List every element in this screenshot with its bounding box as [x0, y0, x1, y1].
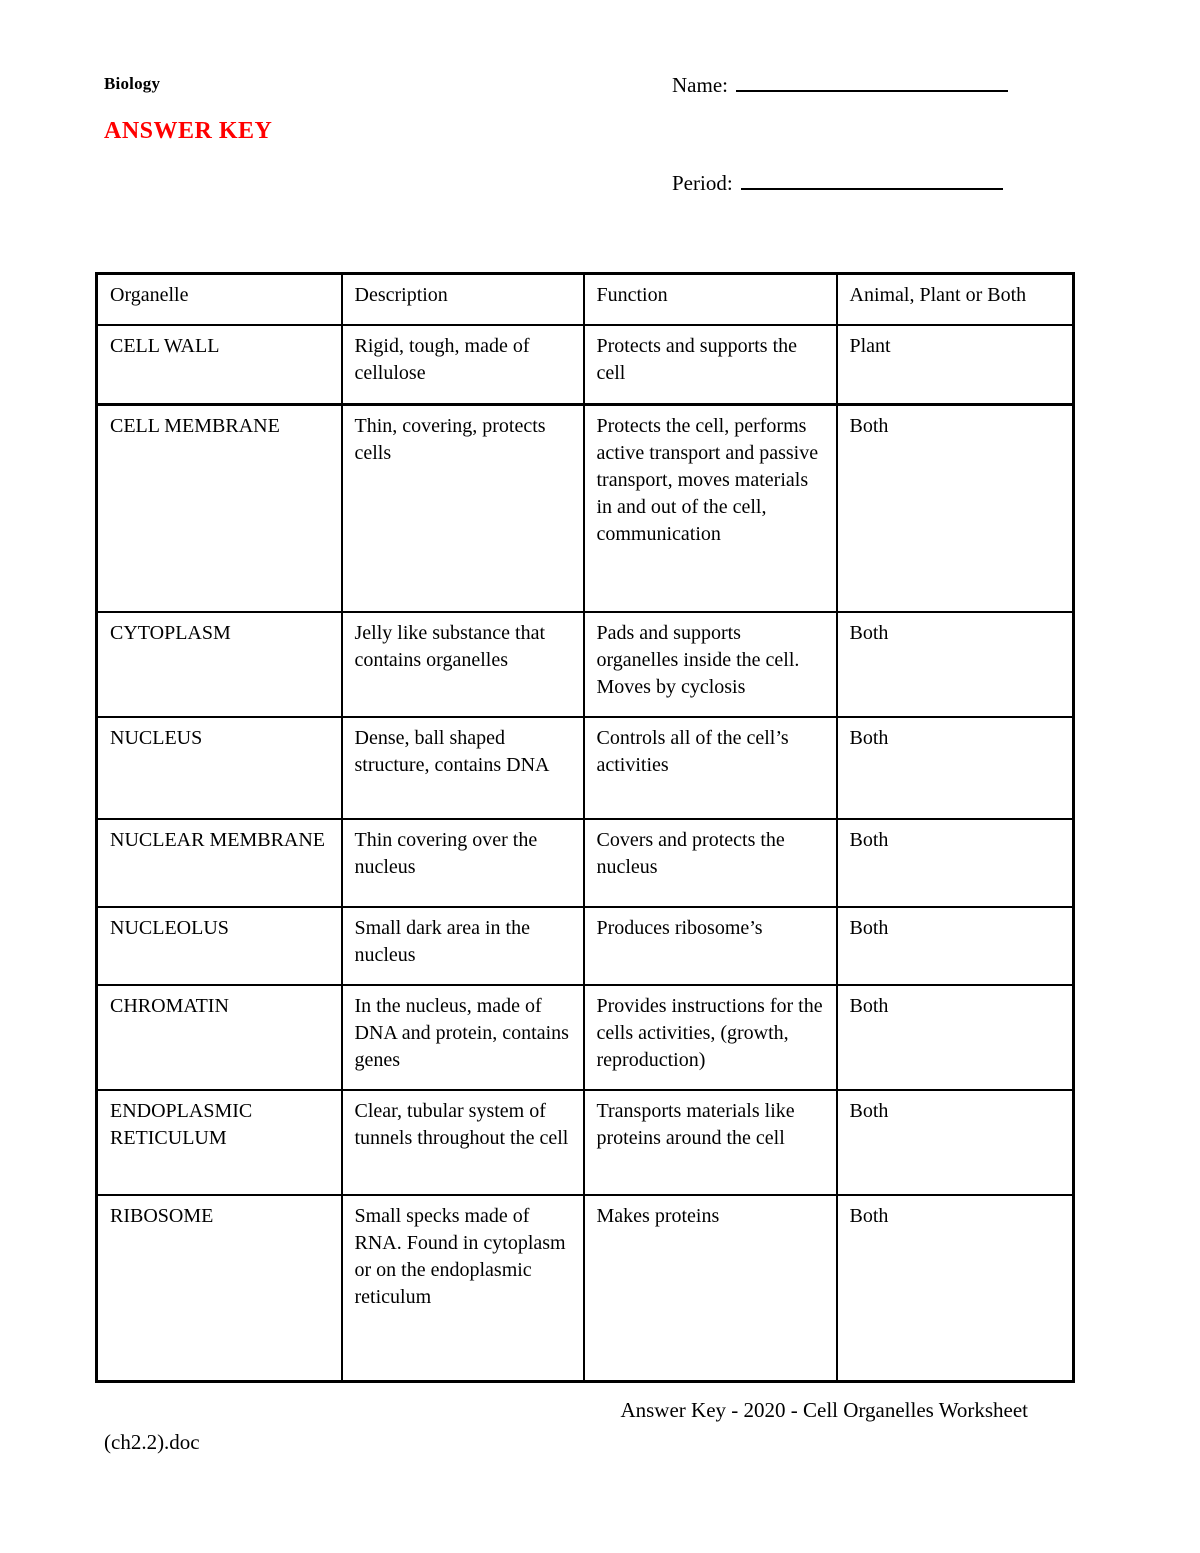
organelle-cell: NUCLEOLUS [97, 907, 342, 985]
organelle-cell: NUCLEAR MEMBRANE [97, 819, 342, 907]
type-cell: Both [837, 405, 1074, 612]
organelle-cell: RIBOSOME [97, 1195, 342, 1382]
table-row-endoplasmic-reticulum [97, 1090, 1074, 1195]
table-header-row [97, 274, 1074, 325]
organelle-cell: NUCLEUS [97, 717, 342, 819]
column-header-description: Description [342, 274, 584, 325]
description-cell: Small specks made of RNA. Found in cytoplasm or on the endoplasmic reticulum [342, 1195, 584, 1382]
type-cell: Both [837, 1090, 1074, 1195]
type-cell: Both [837, 819, 1074, 907]
description-cell: Rigid, tough, made of cellulose [342, 325, 584, 405]
period-field [672, 170, 1003, 196]
function-cell: Makes proteins [584, 1195, 837, 1382]
table-row-ribosome [97, 1195, 1074, 1382]
organelle-cell: ENDOPLASMIC RETICULUM [97, 1090, 342, 1195]
description-cell: Clear, tubular system of tunnels throughout the cell [342, 1090, 584, 1195]
organelle-cell: CELL WALL [97, 325, 342, 405]
answer-key-label: ANSWER KEY [104, 118, 273, 144]
description-cell: Thin covering over the nucleus [342, 819, 584, 907]
description-cell: Thin, covering, protects cells [342, 405, 584, 612]
course-label: Biology [104, 74, 161, 93]
type-cell: Both [837, 717, 1074, 819]
function-cell: Produces ribosome’s [584, 907, 837, 985]
table-row-nucleus [97, 717, 1074, 819]
footer-filename: (ch2.2).doc [104, 1430, 200, 1454]
function-cell: Covers and protects the nucleus [584, 819, 837, 907]
column-header-organelle: Organelle [97, 274, 342, 325]
name-field [672, 72, 1008, 98]
type-cell: Both [837, 907, 1074, 985]
table-row-nuclear-membrane [97, 819, 1074, 907]
function-cell: Provides instructions for the cells activities, (growth, reproduction) [584, 985, 837, 1090]
name-blank-line [736, 72, 1008, 92]
function-cell: Transports materials like proteins around the cell [584, 1090, 837, 1195]
function-cell: Protects the cell, performs active transport and passive transport, moves materials in and out of the cell, communication [584, 405, 837, 612]
type-cell: Both [837, 612, 1074, 717]
type-cell: Plant [837, 325, 1074, 405]
table-row-chromatin [97, 985, 1074, 1090]
table-row-cell-membrane [97, 405, 1074, 612]
type-cell: Both [837, 985, 1074, 1090]
table-row-nucleolus [97, 907, 1074, 985]
function-cell: Protects and supports the cell [584, 325, 837, 405]
function-cell: Controls all of the cell’s activities [584, 717, 837, 819]
column-header-function: Function [584, 274, 837, 325]
organelle-table [95, 272, 1075, 1383]
column-header-type: Animal, Plant or Both [837, 274, 1074, 325]
description-cell: Jelly like substance that contains organelles [342, 612, 584, 717]
type-cell: Both [837, 1195, 1074, 1382]
table-row-cytoplasm [97, 612, 1074, 717]
name-label: Name: [672, 73, 728, 97]
organelle-cell: CHROMATIN [97, 985, 342, 1090]
table-row-cell-wall [97, 325, 1074, 405]
description-cell: Dense, ball shaped structure, contains DNA [342, 717, 584, 819]
function-cell: Pads and supports organelles inside the cell. Moves by cyclosis [584, 612, 837, 717]
period-blank-line [741, 170, 1003, 190]
organelle-cell: CELL MEMBRANE [97, 405, 342, 612]
description-cell: In the nucleus, made of DNA and protein, contains genes [342, 985, 584, 1090]
organelle-cell: CYTOPLASM [97, 612, 342, 717]
period-label: Period: [672, 171, 733, 195]
description-cell: Small dark area in the nucleus [342, 907, 584, 985]
footer-title: Answer Key - 2020 - Cell Organelles Worksheet [620, 1398, 1028, 1422]
